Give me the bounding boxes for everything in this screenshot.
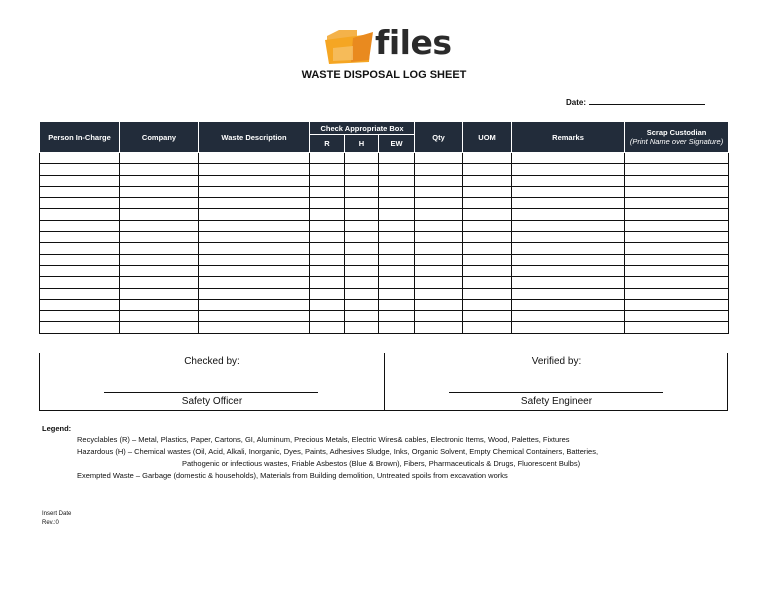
table-row (40, 220, 729, 231)
table-row (40, 153, 729, 164)
table-cell[interactable] (345, 175, 379, 186)
page-title: WASTE DISPOSAL LOG SHEET (301, 69, 467, 81)
date-blank-line[interactable] (589, 97, 705, 105)
table-cell[interactable] (415, 164, 463, 175)
table-cell[interactable] (310, 311, 345, 322)
table-cell[interactable] (415, 322, 463, 333)
table-cell[interactable] (415, 277, 463, 288)
table-cell[interactable] (199, 198, 310, 209)
table-cell[interactable] (625, 277, 729, 288)
table-cell[interactable] (463, 288, 512, 299)
table-row (40, 277, 729, 288)
table-cell[interactable] (345, 265, 379, 276)
table-cell[interactable] (625, 153, 729, 164)
table-cell[interactable] (625, 175, 729, 186)
table-cell[interactable] (120, 311, 199, 322)
header-company: Company (120, 122, 199, 153)
header-check-ew: EW (379, 135, 415, 153)
table-cell[interactable] (512, 322, 625, 333)
table-cell[interactable] (379, 175, 415, 186)
header-qty: Qty (415, 122, 463, 153)
table-cell[interactable] (120, 322, 199, 333)
table-cell[interactable] (120, 164, 199, 175)
header-person-in-charge: Person In-Charge (40, 122, 120, 153)
table-cell[interactable] (512, 153, 625, 164)
header-waste-description: Waste Description (199, 122, 310, 153)
table-cell[interactable] (40, 311, 120, 322)
table-cell[interactable] (625, 311, 729, 322)
table-cell[interactable] (415, 299, 463, 310)
table-cell[interactable] (120, 220, 199, 231)
table-cell[interactable] (120, 186, 199, 197)
header-check-r: R (310, 135, 345, 153)
table-cell[interactable] (625, 164, 729, 175)
table-cell[interactable] (379, 265, 415, 276)
table-cell[interactable] (512, 175, 625, 186)
table-cell[interactable] (120, 243, 199, 254)
table-cell[interactable] (345, 232, 379, 243)
table-cell[interactable] (310, 164, 345, 175)
table-row (40, 288, 729, 299)
table-cell[interactable] (199, 164, 310, 175)
table-cell[interactable] (199, 186, 310, 197)
table-row (40, 164, 729, 175)
table-cell[interactable] (379, 299, 415, 310)
table-cell[interactable] (415, 175, 463, 186)
checked-by-label: Checked by: (184, 356, 240, 367)
table-cell[interactable] (199, 254, 310, 265)
table-cell[interactable] (463, 311, 512, 322)
table-cell[interactable] (463, 243, 512, 254)
table-cell[interactable] (40, 254, 120, 265)
table-cell[interactable] (415, 265, 463, 276)
table-cell[interactable] (120, 198, 199, 209)
table-cell[interactable] (345, 243, 379, 254)
table-cell[interactable] (379, 288, 415, 299)
table-cell[interactable] (199, 277, 310, 288)
table-cell[interactable] (512, 164, 625, 175)
table-cell[interactable] (40, 299, 120, 310)
legend-hazardous-line-1: Hazardous (H) – Chemical wastes (Oil, Acid, Alkali, Inorganic, Dyes, Paints, Adhesives Sludge, Inks, Organic Solvent, Empty Chemical Containers, Batteries, (77, 447, 599, 456)
table-cell[interactable] (310, 288, 345, 299)
table-row (40, 254, 729, 265)
table-cell[interactable] (199, 153, 310, 164)
legend-hazardous-line-2: Pathogenic or infectious wastes, Friable Asbestos (Blue & Brown), Fibers, Pharmaceuticals & Drugs, Fluorescent Bulbs) (182, 459, 581, 468)
table-cell[interactable] (463, 277, 512, 288)
table-cell[interactable] (415, 243, 463, 254)
table-cell[interactable] (415, 198, 463, 209)
table-cell[interactable] (379, 186, 415, 197)
checked-by-signature-line[interactable] (104, 392, 318, 393)
date-label: Date: (566, 98, 587, 107)
signature-block (39, 353, 728, 411)
table-cell[interactable] (40, 232, 120, 243)
table-cell[interactable] (379, 164, 415, 175)
table-cell[interactable] (310, 265, 345, 276)
folder-icon (323, 26, 375, 66)
table-cell[interactable] (463, 186, 512, 197)
table-cell[interactable] (40, 288, 120, 299)
table-cell[interactable] (40, 220, 120, 231)
table-row (40, 311, 729, 322)
table-cell[interactable] (463, 198, 512, 209)
table-cell[interactable] (379, 198, 415, 209)
table-cell[interactable] (120, 299, 199, 310)
table-cell[interactable] (199, 220, 310, 231)
table-cell[interactable] (379, 232, 415, 243)
table-cell[interactable] (40, 164, 120, 175)
table-cell[interactable] (310, 299, 345, 310)
waste-log-table (39, 121, 729, 334)
table-cell[interactable] (345, 322, 379, 333)
table-cell[interactable] (345, 209, 379, 220)
table-cell[interactable] (345, 288, 379, 299)
table-cell[interactable] (345, 164, 379, 175)
table-cell[interactable] (345, 277, 379, 288)
table-cell[interactable] (379, 153, 415, 164)
table-cell[interactable] (120, 153, 199, 164)
revision-label: Rev.:0 (42, 520, 59, 526)
table-cell[interactable] (625, 288, 729, 299)
table-cell[interactable] (625, 243, 729, 254)
table-cell[interactable] (512, 209, 625, 220)
table-cell[interactable] (379, 220, 415, 231)
table-cell[interactable] (199, 232, 310, 243)
table-cell[interactable] (40, 277, 120, 288)
table-cell[interactable] (345, 220, 379, 231)
table-cell[interactable] (512, 299, 625, 310)
table-row (40, 198, 729, 209)
table-cell[interactable] (463, 254, 512, 265)
table-cell[interactable] (625, 198, 729, 209)
table-cell[interactable] (199, 209, 310, 220)
logo-wordmark: files (375, 23, 452, 62)
table-row (40, 265, 729, 276)
header-uom: UOM (463, 122, 512, 153)
table-cell[interactable] (345, 198, 379, 209)
table-cell[interactable] (40, 175, 120, 186)
table-cell[interactable] (512, 265, 625, 276)
table-cell[interactable] (512, 198, 625, 209)
table-row (40, 299, 729, 310)
table-cell[interactable] (415, 186, 463, 197)
table-cell[interactable] (40, 153, 120, 164)
table-cell[interactable] (463, 164, 512, 175)
table-cell[interactable] (379, 254, 415, 265)
table-row (40, 175, 729, 186)
files-logo (323, 23, 463, 66)
scrap-custodian-note: (Print Name over Signature) (629, 137, 724, 146)
table-cell[interactable] (120, 288, 199, 299)
table-row (40, 243, 729, 254)
table-row (40, 186, 729, 197)
header-remarks: Remarks (512, 122, 625, 153)
table-cell[interactable] (40, 322, 120, 333)
table-cell[interactable] (512, 186, 625, 197)
table-cell[interactable] (379, 209, 415, 220)
table-cell[interactable] (625, 254, 729, 265)
table-cell[interactable] (379, 243, 415, 254)
table-cell[interactable] (512, 311, 625, 322)
table-cell[interactable] (199, 299, 310, 310)
header-check-h: H (345, 135, 379, 153)
verified-by-signature-line[interactable] (449, 392, 663, 393)
scrap-custodian-title: Scrap Custodian (646, 128, 707, 137)
table-cell[interactable] (310, 175, 345, 186)
table-cell[interactable] (40, 265, 120, 276)
checked-by-role: Safety Officer (181, 396, 243, 407)
table-cell[interactable] (345, 186, 379, 197)
table-cell[interactable] (310, 322, 345, 333)
table-row (40, 232, 729, 243)
table-cell[interactable] (120, 175, 199, 186)
log-table-body (40, 153, 729, 334)
table-row (40, 209, 729, 220)
verified-by-section (385, 353, 728, 410)
table-cell[interactable] (415, 220, 463, 231)
table-cell[interactable] (625, 209, 729, 220)
table-cell[interactable] (415, 254, 463, 265)
table-cell[interactable] (625, 232, 729, 243)
legend-recyclables: Recyclables (R) – Metal, Plastics, Paper, Cartons, GI, Aluminum, Precious Metals, Electric Wires& cables, Electronic Items, Wood, Palettes, Fixtures (77, 435, 570, 444)
table-cell[interactable] (120, 209, 199, 220)
legend-exempted: Exempted Waste – Garbage (domestic & households), Materials from Building demolition, Untreated spoils from excavation works (77, 471, 508, 480)
checked-by-section (40, 353, 385, 410)
table-cell[interactable] (120, 254, 199, 265)
table-cell[interactable] (463, 232, 512, 243)
table-cell[interactable] (345, 299, 379, 310)
table-cell[interactable] (379, 311, 415, 322)
table-cell[interactable] (625, 220, 729, 231)
table-cell[interactable] (310, 198, 345, 209)
table-cell[interactable] (199, 311, 310, 322)
verified-by-label: Verified by: (531, 356, 582, 367)
table-cell[interactable] (310, 186, 345, 197)
header-check-box-group: Check Appropriate Box (310, 122, 415, 135)
table-cell[interactable] (379, 277, 415, 288)
table-cell[interactable] (415, 311, 463, 322)
table-cell[interactable] (40, 209, 120, 220)
header-scrap-custodian (625, 122, 729, 153)
table-cell[interactable] (625, 322, 729, 333)
table-cell[interactable] (415, 209, 463, 220)
date-field[interactable] (566, 97, 705, 107)
table-cell[interactable] (199, 175, 310, 186)
table-cell[interactable] (512, 232, 625, 243)
table-cell[interactable] (512, 277, 625, 288)
table-cell[interactable] (310, 254, 345, 265)
table-cell[interactable] (625, 186, 729, 197)
table-cell[interactable] (120, 277, 199, 288)
table-cell[interactable] (120, 265, 199, 276)
table-cell[interactable] (310, 209, 345, 220)
table-cell[interactable] (199, 322, 310, 333)
table-cell[interactable] (345, 153, 379, 164)
table-cell[interactable] (512, 254, 625, 265)
table-cell[interactable] (625, 299, 729, 310)
table-cell[interactable] (199, 265, 310, 276)
table-cell[interactable] (463, 209, 512, 220)
table-cell[interactable] (40, 198, 120, 209)
table-cell[interactable] (310, 153, 345, 164)
table-cell[interactable] (463, 220, 512, 231)
table-cell[interactable] (379, 322, 415, 333)
insert-date-label: Insert Date (42, 511, 72, 517)
table-cell[interactable] (310, 277, 345, 288)
table-row (40, 322, 729, 333)
table-cell[interactable] (120, 232, 199, 243)
table-cell[interactable] (463, 265, 512, 276)
table-cell[interactable] (310, 243, 345, 254)
table-cell[interactable] (512, 288, 625, 299)
table-cell[interactable] (310, 220, 345, 231)
table-cell[interactable] (199, 243, 310, 254)
table-cell[interactable] (40, 186, 120, 197)
table-cell[interactable] (415, 288, 463, 299)
table-cell[interactable] (415, 232, 463, 243)
table-cell[interactable] (463, 322, 512, 333)
table-cell[interactable] (345, 254, 379, 265)
legend-title: Legend: (42, 424, 72, 433)
table-cell[interactable] (463, 299, 512, 310)
table-cell[interactable] (512, 220, 625, 231)
table-cell[interactable] (415, 153, 463, 164)
table-cell[interactable] (345, 311, 379, 322)
table-cell[interactable] (625, 265, 729, 276)
verified-by-role: Safety Engineer (520, 396, 593, 407)
table-cell[interactable] (463, 175, 512, 186)
table-cell[interactable] (40, 243, 120, 254)
table-cell[interactable] (463, 153, 512, 164)
table-cell[interactable] (310, 232, 345, 243)
table-cell[interactable] (199, 288, 310, 299)
table-cell[interactable] (512, 243, 625, 254)
